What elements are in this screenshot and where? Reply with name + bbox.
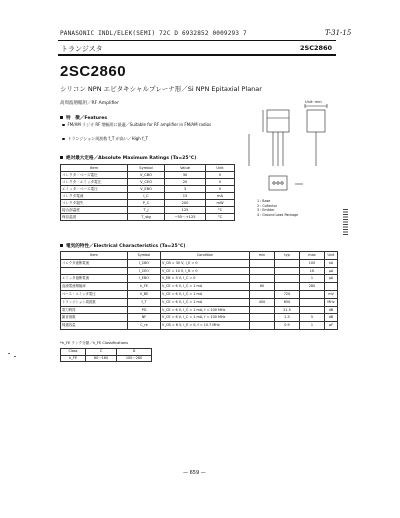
hfe-class-table (60, 348, 152, 362)
column-header: max (300, 252, 325, 260)
fax-header-line: PANASONIC INDL/ELEK(SEMI) 72C D 6932852 0009293 7 (60, 30, 247, 37)
abs-max-table (60, 164, 235, 221)
package-bottom-view (269, 176, 287, 190)
table-row: ベース・エミッタ電圧 V_BE V_CE = 6 V, I_C = 1 mA 720 mV (61, 290, 338, 298)
table-row: h_FE 60～160 100～280 (61, 355, 152, 362)
device-subtitle: シリコン NPN エピタキシャルプレーナ形／Si NPN Epitaxial Planar (60, 85, 262, 93)
column-header: Symbol (128, 165, 165, 172)
feature-item: トランジション周波数 f_T が高い／High f_T (62, 136, 148, 142)
column-header: Unit (206, 165, 235, 172)
part-number-header: 2SC2860 (300, 44, 333, 52)
table-row: 保存温度 T_stg −55～+125 °C (61, 214, 235, 221)
edge-index-tab (343, 209, 348, 235)
section-marker (60, 244, 63, 247)
column-header: Unit (325, 252, 338, 260)
column-header: Symbol (128, 252, 161, 260)
table-row: エミッタ遮断電流 I_EBO V_EB = 3 V, I_C = 0 1 μA (61, 275, 338, 283)
column-header: typ (275, 252, 300, 260)
table-row: 直流電流増幅率 h_FE V_CE = 6 V, I_C = 1 mA 60 280 (61, 283, 338, 291)
column-header: Condition (161, 252, 250, 260)
feature-item: FM/AM ラジオ RF 増幅用に最適／Suitable for RF amplifier in FM/AM radios (62, 122, 242, 127)
section-marker (60, 156, 63, 159)
table-row: エミッタ・ベース電圧 V_EBO 3 V (61, 186, 235, 193)
unit-label: Unit: mm (305, 100, 322, 104)
table-header-row (61, 252, 338, 260)
column-header: Item (61, 252, 128, 260)
package-body-top (267, 110, 289, 132)
pin-item: 1 : Base (257, 199, 271, 203)
table-row: コレクタ損失 P_C 200 mW (61, 200, 235, 207)
table-row: 接合部温度 T_j 125 °C (61, 207, 235, 214)
section-marker (60, 116, 63, 119)
table-header-row (61, 165, 235, 172)
table-row: 電力利得 PG V_CE = 6 V, I_C = 1 mA, f = 100 MHz 21.5 dB (61, 306, 338, 314)
scan-speck (8, 353, 10, 354)
table-row: コレクタ電流 I_C 15 mA (61, 193, 235, 200)
pin-item: 2 : Collector (257, 203, 277, 208)
table-row: コレクタ・ベース電圧 V_CBO 30 V (61, 172, 235, 179)
table-row: 帰還容量 C_re V_CB = 6 V, I_E = 0, f = 10.7 MHz 0.9 1 pF (61, 322, 338, 330)
category-label: トランジスタ (61, 45, 103, 53)
hfe-note-heading: *h_FE ランク分類／h_FE Classifications (60, 341, 129, 345)
top-rule (58, 40, 336, 41)
table-row: I_CEO V_CE = 10 V, I_B = 0 1K μA (61, 267, 338, 275)
features-heading: 特 徴／Features (60, 115, 107, 121)
page-number: — 659 — (183, 470, 206, 476)
package-body-side (307, 110, 325, 132)
header-rule (58, 54, 336, 56)
table-row: トランジション周波数 f_T V_CE = 6 V, I_C = 1 mA 400 650 MHz (61, 298, 338, 306)
table-row: コレクタ遮断電流 I_CBO V_CB = 30 V, I_E = 0 100 nA (61, 259, 338, 267)
pin-item: 3 : Emitter (257, 208, 275, 213)
abs-max-heading: 絶対最大定格／Absolute Maximum Ratings (Ta=25°C) (60, 155, 196, 161)
page-title: 2SC2860 (60, 63, 127, 80)
pin-legend (257, 199, 298, 217)
package-outline-drawing (245, 104, 340, 198)
table-row: 雑音指数 NF V_CE = 6 V, I_C = 1 mA, f = 100 MHz 2.3 5 dB (61, 314, 338, 322)
electrical-heading: 電気的特性／Electrical Characteristics (Ta=25°C) (60, 243, 185, 249)
application-label: 高周波増幅用／RF Amplifier (60, 101, 119, 106)
table-row: コレクタ・エミッタ電圧 V_CEO 20 V (61, 179, 235, 186)
handwritten-code: T-31-15 (325, 29, 352, 37)
column-header: min (250, 252, 275, 260)
scan-speck (14, 356, 16, 357)
bullet-icon (62, 124, 65, 127)
column-header: Item (61, 165, 128, 172)
pin-item: 4 : Ground Lead Package (257, 212, 299, 217)
electrical-table (60, 251, 338, 330)
bullet-icon (62, 138, 65, 141)
column-header: Value (165, 165, 206, 172)
table-header-row: Class C D (61, 349, 152, 356)
